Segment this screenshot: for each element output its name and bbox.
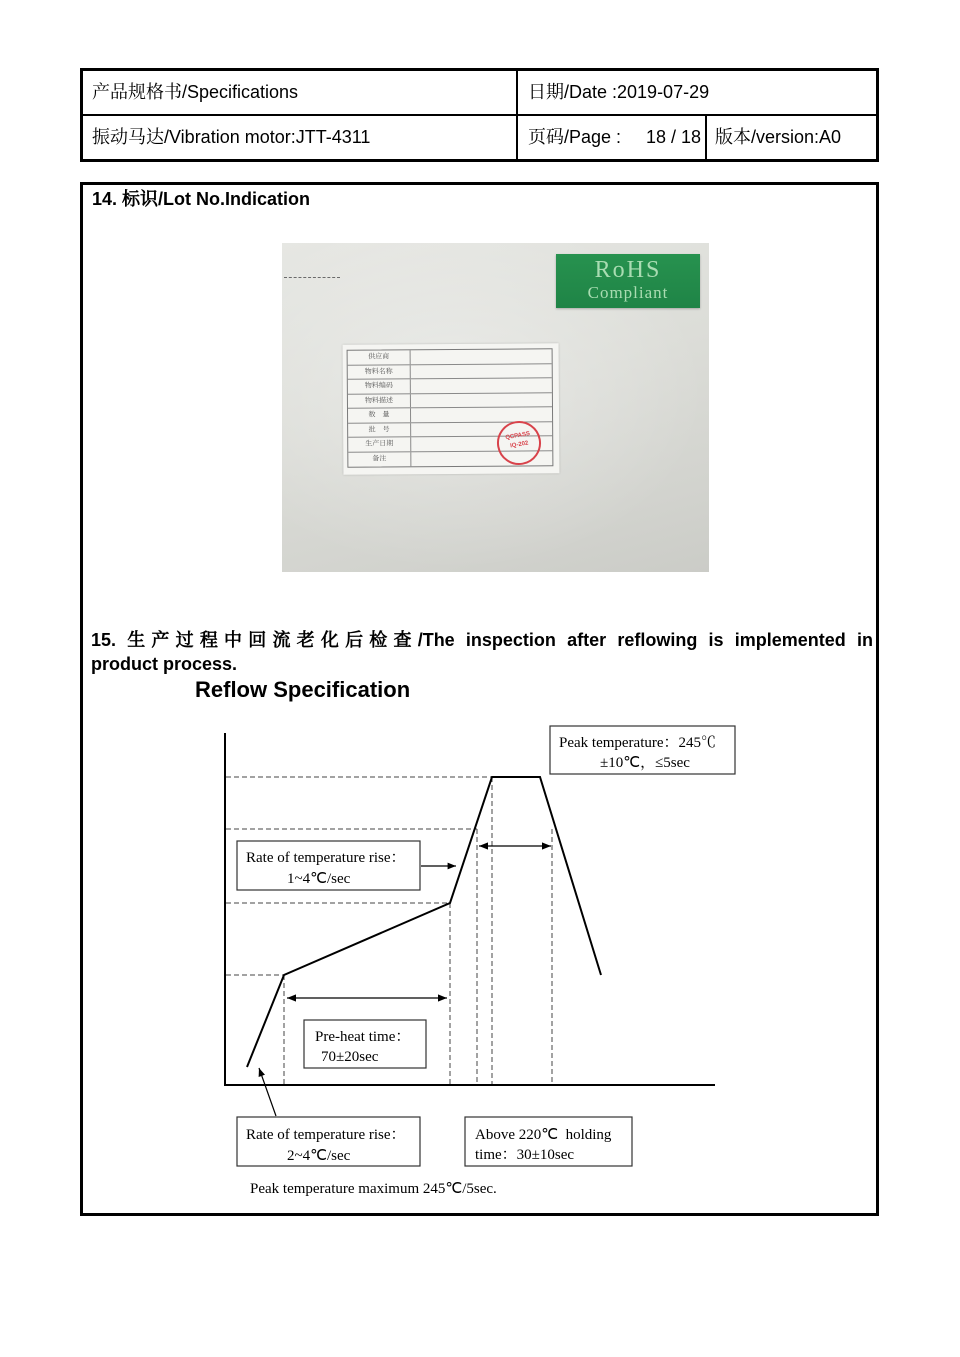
section-15-title-line-1: 15. 生产过程中回流老化后检查/The inspection after reflowing is implemented in [91,630,873,650]
label-key: 物料编码 [348,379,411,393]
label-row [348,378,552,394]
photo-edge-mark [284,277,340,278]
peak-temperature-line-2: ±10℃，≤5sec [600,755,690,771]
spec-title: 产品规格书/Specifications [92,82,299,102]
upper-rise-rate-line-1: Rate of temperature rise： [246,850,406,866]
peak-temperature-line-1: Peak temperature：245℃ [559,735,717,751]
section-15-title [91,628,873,676]
lower-rise-rate-line-2: 2~4℃/sec [287,1148,351,1164]
label-value [411,378,552,392]
label-key: 物料名称 [348,365,411,379]
label-value [411,364,552,378]
lot-label-photo [282,243,709,572]
label-key: 物料描述 [348,394,411,408]
peak-temperature-footnote: Peak temperature maximum 245℃/5sec. [250,1181,497,1197]
above-220-holding-line-1: Above 220℃ holding [475,1127,612,1143]
preheat-time-line-1: Pre-heat time： [315,1029,411,1045]
reflow-spec-title: Reflow Specification [195,677,411,702]
label-value [411,393,552,407]
upper-rise-rate-line-2: 1~4℃/sec [287,871,351,887]
lower-rise-pointer-arrow [259,1068,276,1116]
above-220-holding-line-2: time：30±10sec [475,1147,575,1163]
preheat-time-line-2: 70±20sec [321,1049,379,1065]
label-key: 批 号 [348,423,411,437]
product-name: 振动马达/Vibration motor:JTT-4311 [92,127,371,147]
label-row [348,364,552,380]
reflow-profile-diagram [200,700,760,1210]
lower-rise-rate-line-1: Rate of temperature rise： [246,1127,406,1143]
label-key: 数 量 [348,408,411,422]
section-15-title-line-2: product process. [91,654,238,674]
page-number: 18 / 18 [646,127,702,147]
version-field: 版本/version:A0 [715,127,842,147]
page-label: 页码/Page : [528,127,622,147]
label-key: 供应商 [348,350,411,364]
stamp-text-top: QCPASS [504,430,531,442]
label-row [348,349,552,365]
label-value [411,349,552,363]
header-page-version-divider [705,116,707,159]
header-column-divider [516,71,518,159]
date-field: 日期/Date :2019-07-29 [528,82,710,102]
stamp-text-bottom: IQ-202 [509,440,529,450]
compliant-text: Compliant [587,283,669,302]
rohs-compliant-sticker [556,254,700,308]
label-key: 备注 [348,452,411,467]
label-row [348,393,552,409]
label-value [411,407,552,421]
label-key: 生产日期 [348,437,411,451]
section-14-title: 14. 标识/Lot No.Indication [92,189,311,209]
rohs-text: RoHS [594,257,662,283]
header-table [80,68,879,162]
